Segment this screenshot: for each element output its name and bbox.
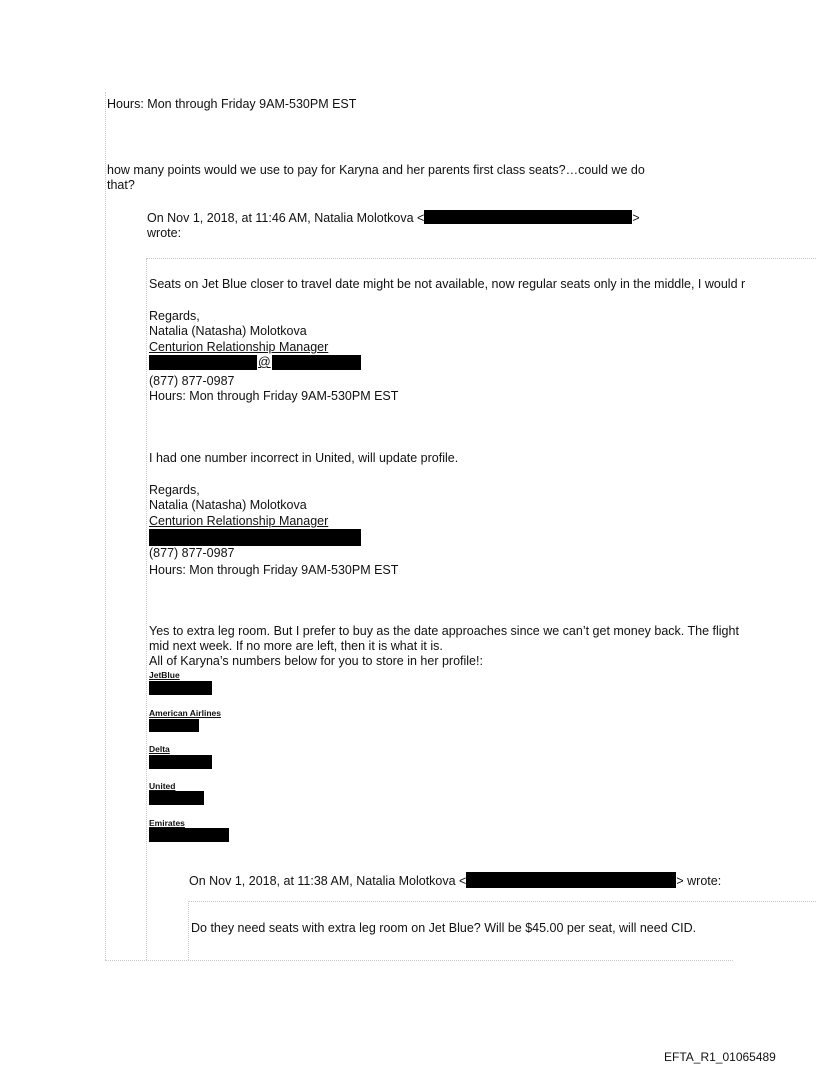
airline-label-jetblue: JetBlue — [149, 670, 180, 680]
question-line-1: how many points would we use to pay for Karyna and her parents first class seats?…could we do — [107, 163, 645, 177]
reply-header-2-suffix: > wrote: — [676, 874, 722, 888]
reply-header-1-wrote: wrote: — [147, 226, 182, 240]
reply-header-1 — [147, 210, 640, 226]
reply-header-2-prefix: On Nov 1, 2018, at 11:38 AM, Natalia Molotkova < — [189, 874, 467, 888]
reply-header-1-prefix: On Nov 1, 2018, at 11:46 AM, Natalia Molotkova < — [147, 211, 425, 225]
sig2-phone: (877) 877-0987 — [149, 546, 235, 560]
quote-border-outer-bottom — [105, 960, 733, 961]
sig2-name: Natalia (Natasha) Molotkova — [149, 498, 307, 512]
reply-header-1-suffix: > — [632, 211, 640, 225]
redacted-email — [466, 872, 676, 888]
redacted-block — [149, 755, 212, 769]
redacted-block — [149, 529, 361, 546]
airline-label-emirates: Emirates — [149, 818, 185, 828]
airline-label-american: American Airlines — [149, 708, 221, 718]
sig1-name: Natalia (Natasha) Molotkova — [149, 324, 307, 338]
legroom-line-1: Yes to extra leg room. But I prefer to buy as the date approaches since we can’t get money back. The flight — [149, 624, 739, 638]
redacted-block — [149, 355, 257, 370]
quote-border-level3 — [188, 901, 189, 960]
sig1-title: Centurion Relationship Manager — [149, 340, 329, 354]
redacted-block — [149, 791, 204, 805]
sig1-phone: (877) 877-0987 — [149, 374, 235, 388]
sig1-hours: Hours: Mon through Friday 9AM-530PM EST — [149, 389, 399, 403]
quote-border-level3-top — [188, 901, 816, 902]
legroom-line-3: All of Karyna’s numbers below for you to store in her profile!: — [149, 654, 483, 668]
quote-border-level2-top — [146, 258, 816, 259]
redacted-block — [149, 828, 229, 842]
sig2-title: Centurion Relationship Manager — [149, 514, 329, 528]
sig1-regards: Regards, — [149, 309, 200, 323]
redacted-block — [149, 719, 199, 732]
quote-border-level2 — [146, 258, 147, 960]
legroom-line-2: mid next week. If no more are left, then it is what it is. — [149, 639, 443, 653]
airline-label-delta: Delta — [149, 744, 170, 754]
reply-header-2 — [189, 872, 721, 889]
footer-document-id: EFTA_R1_01065489 — [664, 1050, 776, 1064]
seats-line: Seats on Jet Blue closer to travel date might be not available, now regular seats only in the middle, I would r — [149, 277, 746, 291]
sig2-regards: Regards, — [149, 483, 200, 497]
top-hours: Hours: Mon through Friday 9AM-530PM EST — [107, 97, 357, 111]
redacted-block — [149, 681, 212, 695]
question-line-2: that? — [107, 178, 135, 192]
sig1-at-sign: @ — [258, 355, 271, 369]
united-line: I had one number incorrect in United, will update profile. — [149, 451, 459, 465]
innermost-message: Do they need seats with extra leg room on Jet Blue? Will be $45.00 per seat, will need CID. — [191, 921, 697, 935]
redacted-email — [424, 210, 632, 224]
quote-border-outer — [105, 92, 106, 960]
redacted-block — [272, 355, 361, 370]
airline-label-united: United — [149, 781, 176, 791]
sig2-hours: Hours: Mon through Friday 9AM-530PM EST — [149, 563, 399, 577]
